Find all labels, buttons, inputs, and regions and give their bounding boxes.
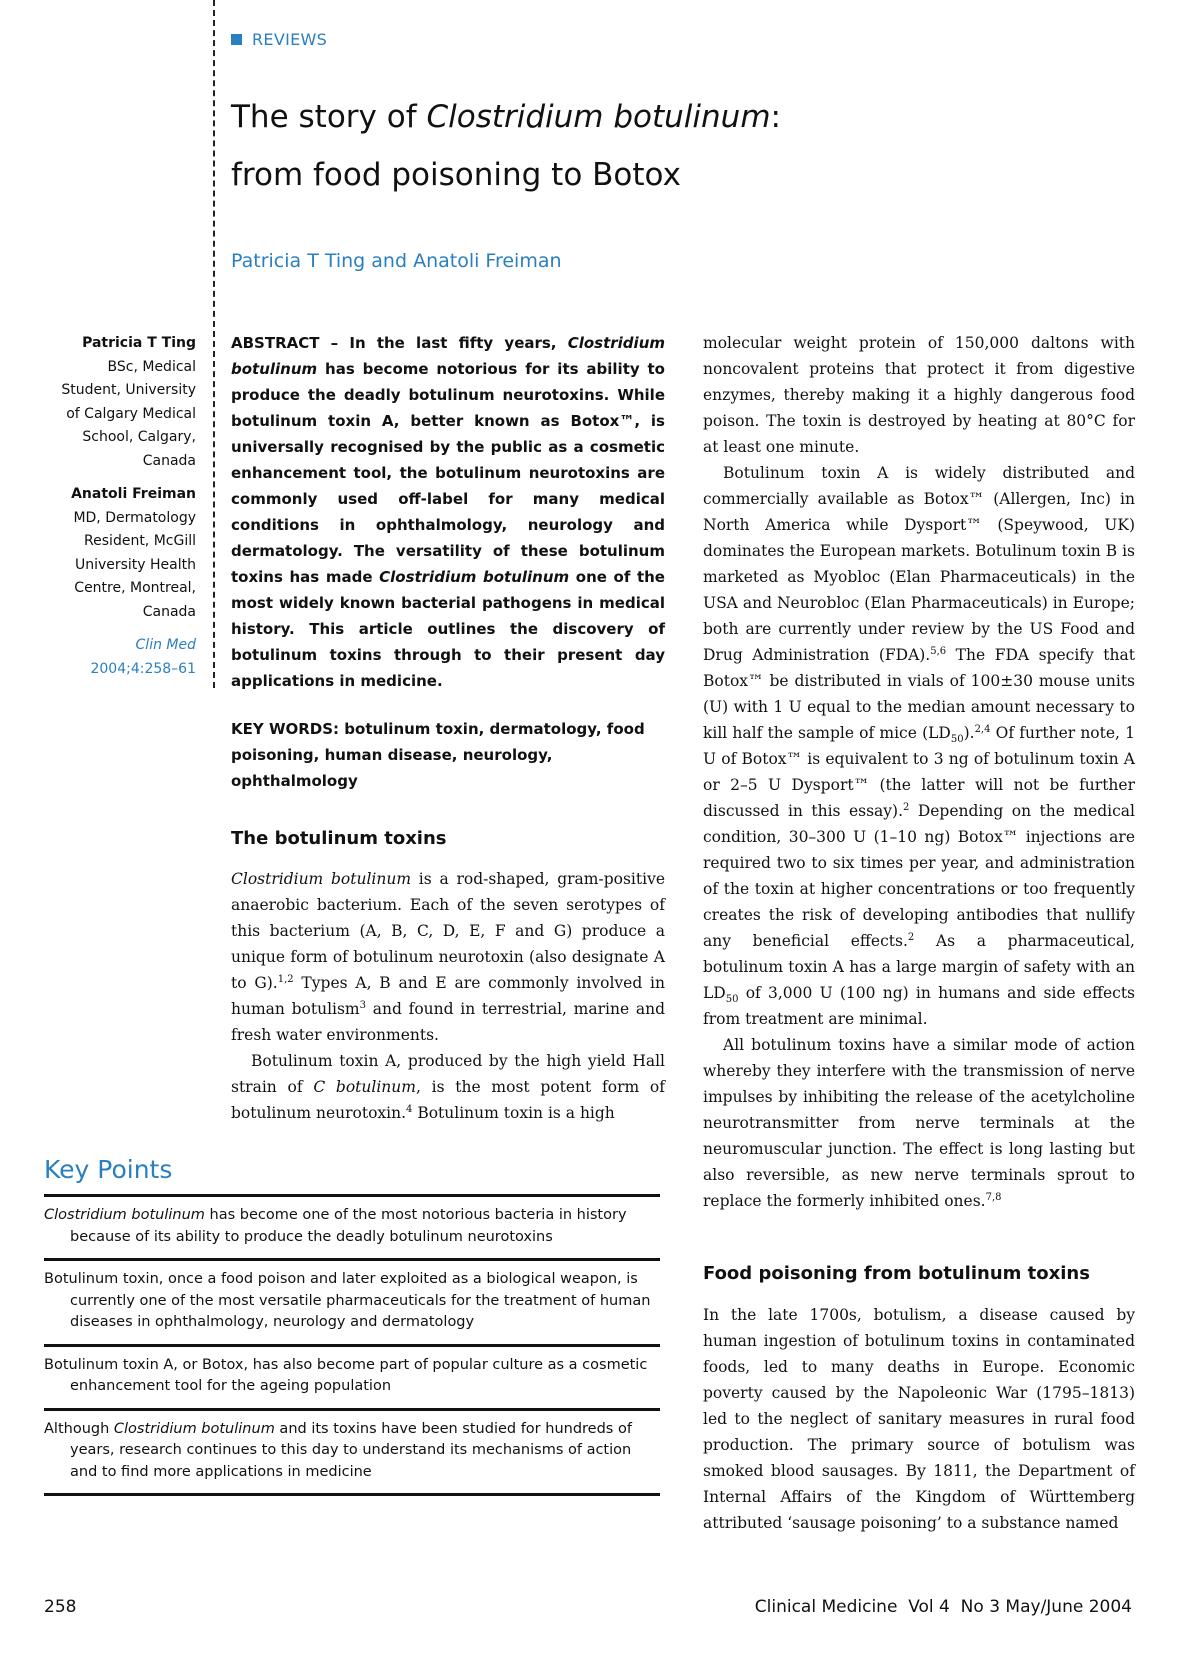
margin-dashed-rule bbox=[213, 0, 215, 688]
abstract: ABSTRACT – In the last fifty years, Clostridium botulinum has become notorious for its ability to produce the deadly botulinum neurotoxins. While botulinum toxin A, better known as Botox™, is universally recognised by the public as a cosmetic enhancement tool, the botulinum neurotoxins are commonly used off-label for many medical conditions in ophthalmology, neurology and dermatology. The versatility of these botulinum toxins has made Clostridium botulinum one of the most widely known bacterial pathogens in medical history. This article outlines the discovery of botulinum toxins through to their present day applications in medicine. bbox=[231, 334, 665, 690]
key-point-item: Although Clostridium botulinum and its toxins have been studied for hundreds of years, research continues to this day to understand its mechanisms of action and to find more applications in medicine bbox=[44, 1408, 660, 1494]
heading-food-poisoning: Food poisoning from botulinum toxins bbox=[703, 1263, 1090, 1284]
author-1-affiliation-line: BSc, Medical bbox=[107, 358, 196, 375]
paragraph: Botulinum toxin A, produced by the high yield Hall strain of C botulinum, is the most potent form of botulinum neurotoxin.$^4$ Botulinum toxin is a high bbox=[231, 1052, 665, 1122]
author-2-name: Anatoli Freiman bbox=[71, 486, 196, 502]
square-bullet-icon bbox=[231, 34, 242, 45]
keywords: KEY WORDS: botulinum toxin, dermatology, food poisoning, human disease, neurology, ophthalmology bbox=[231, 720, 645, 790]
author-affiliations bbox=[30, 332, 196, 681]
section-label: REVIEWS bbox=[231, 30, 327, 49]
paragraph: All botulinum toxins have a similar mode of action whereby they interfere with the transmission of nerve impulses by inhibiting the release of the acetylcholine neurotransmitter from nerve terminals at the neuromuscular junction. The effect is long lasting but also reversible, as new nerve terminals sprout to replace the formerly inhibited ones.$^{7,8}$ bbox=[703, 1036, 1135, 1210]
author-1-name: Patricia T Ting bbox=[82, 335, 196, 351]
paragraph: Botulinum toxin A is widely distributed and commercially available as Botox™ (Allergen, Inc) in North America while Dysport™ (Speywood, UK) dominates the European markets. Botulinum toxin B is marketed as Myobloc (Elan Pharmaceuticals) in the USA and Neurobloc (Elan Pharmaceuticals) in Europe; both are currently under review by the US Food and Drug Administration (FDA).$^{5,6}$ The FDA specify that Botox™ be distributed in vials of 100±30 mouse units (U) with 1 U equal to the median amount necessary to kill half the sample of mice $(LD_{50}).^{2,4}$ Of further note, 1 U of Botox™ is equivalent to 3 ng of botulinum toxin A or 2–5 U Dysport™ (the latter will not be further discussed in this essay).$^2$ Depending on the medical condition, 30–300 U (1–10 ng) Botox™ injections are required two to six times per year, and administration of the toxin at higher concentrations or too frequently creates the risk of developing antibodies that nullify any beneficial effects.$^2$ As a pharmaceutical, botulinum toxin A has a large margin of safety with an $LD_{50}$ of 3,000 U (100 ng) in humans and side effects from treatment are minimal. bbox=[703, 464, 1135, 1028]
key-point-item: Clostridium botulinum has become one of the most notorious bacteria in history because of its ability to produce the deadly botulinum neurotoxins bbox=[44, 1194, 660, 1258]
key-point-item: Botulinum toxin A, or Botox, has also become part of popular culture as a cosmetic enhancement tool for the ageing population bbox=[44, 1344, 660, 1408]
heading-botulinum-toxins: The botulinum toxins bbox=[231, 828, 447, 849]
author-1-affiliation-line: Canada bbox=[142, 452, 196, 469]
citation-journal: Clin Med bbox=[135, 637, 196, 653]
author-2-affiliation-line: Canada bbox=[142, 603, 196, 620]
right-column bbox=[703, 330, 1135, 1214]
author-1-affiliation-line: Student, University bbox=[61, 382, 196, 398]
page-number: 258 bbox=[44, 1597, 77, 1617]
article-title: The story of Clostridium botulinum: from food poisoning to Botox bbox=[231, 99, 781, 193]
food-poisoning-body bbox=[703, 1302, 1135, 1536]
author-1-affiliation-line: School, Calgary, bbox=[82, 429, 196, 445]
author-2-affiliation-line: Centre, Montreal, bbox=[74, 580, 196, 596]
paragraph: Clostridium botulinum is a rod-shaped, gram-positive anaerobic bacterium. Each of the seven serotypes of this bacterium (A, B, C, D, E, F and G) produce a unique form of botulinum neurotoxin (also designate A to G).$^{1,2}$ Types A, B and E are commonly involved in human botulism$^3$ and found in terrestrial, marine and fresh water environments. bbox=[231, 870, 666, 1044]
author-byline: Patricia T Ting and Anatoli Freiman bbox=[231, 250, 562, 272]
author-2-affiliation-line: MD, Dermatology bbox=[73, 509, 196, 526]
key-points-title: Key Points bbox=[44, 1155, 173, 1184]
journal-footer: Clinical Medicine Vol 4 No 3 May/June 2004 bbox=[754, 1597, 1132, 1617]
key-points-box bbox=[44, 1155, 660, 1496]
paragraph: In the late 1700s, botulism, a disease caused by human ingestion of botulinum toxins in contaminated foods, led to many deaths in Europe. Economic poverty caused by the Napoleonic War (1795–1813) led to the neglect of sanitary measures in rural food production. The primary source of botulism was smoked blood sausages. By 1811, the Department of Internal Affairs of the Kingdom of Württemberg attributed ‘sausage poisoning’ to a substance named bbox=[703, 1306, 1135, 1532]
author-2-affiliation-line: Resident, McGill bbox=[84, 533, 196, 549]
key-points-bottom-rule bbox=[44, 1493, 660, 1496]
paragraph: molecular weight protein of 150,000 daltons with noncovalent proteins that protect it from digestive enzymes, thereby making it a highly dangerous food poison. The toxin is destroyed by heating at 80°C for at least one minute. bbox=[703, 334, 1135, 456]
citation-reference: 2004;4:258–61 bbox=[90, 660, 196, 677]
key-point-item: Botulinum toxin, once a food poison and later exploited as a biological weapon, is currently one of the most versatile pharmaceuticals for the treatment of human diseases in ophthalmology, neurology and dermatology bbox=[44, 1258, 660, 1344]
author-1-affiliation-line: of Calgary Medical bbox=[66, 405, 196, 422]
toxins-section-body bbox=[231, 866, 665, 1126]
author-2-affiliation-line: University Health bbox=[74, 556, 196, 573]
